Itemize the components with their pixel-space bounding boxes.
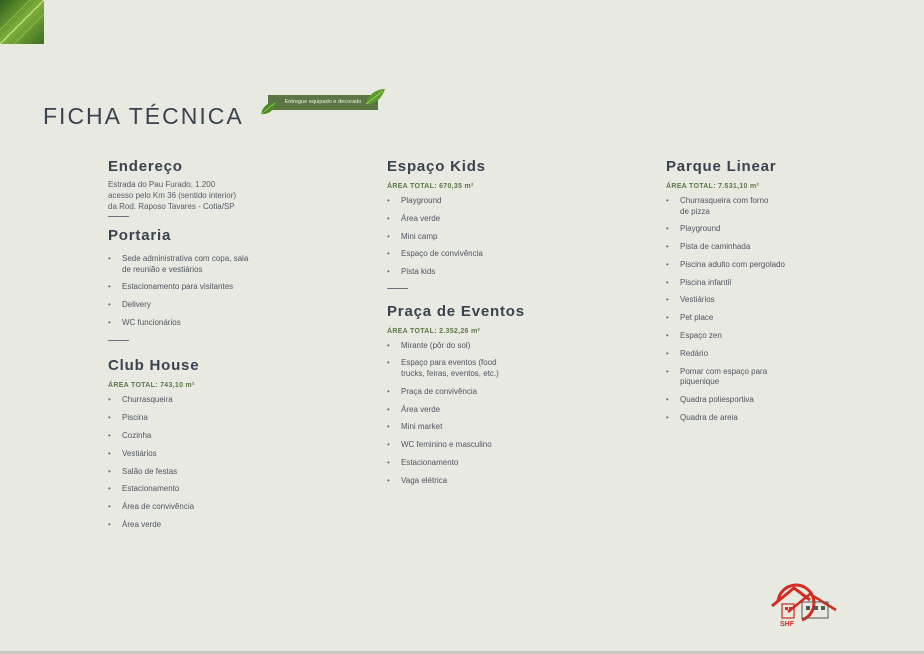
address-line: acesso pelo Km 36 (sentido interior): [108, 191, 237, 200]
list-item: • Área verde: [387, 405, 551, 416]
parque-linear-list: [666, 196, 886, 423]
portaria-list: [108, 254, 328, 328]
area-total: ÁREA TOTAL: 670,35 m²: [387, 183, 474, 190]
list-item: • Praça de convivência: [387, 387, 551, 398]
list-item: • Quadra poliesportiva: [666, 395, 830, 406]
list-item: • Vaga elétrica: [387, 476, 551, 487]
list-item: • Salão de festas: [108, 467, 272, 478]
list-item: • Espaço de convivência: [387, 249, 551, 260]
list-item: • Redário: [666, 349, 830, 360]
list-item: • Delivery: [108, 300, 272, 311]
address-line: Estrada do Pau Furado, 1.200: [108, 180, 216, 189]
leaf-icon: [260, 100, 278, 116]
section-title-endereco: Endereço: [108, 158, 183, 175]
list-item: • Pomar com espaço para piquenique: [666, 367, 775, 388]
list-item: • Espaço para eventos (food trucks, feiras, eventos, etc.): [387, 358, 521, 379]
section-title-portaria: Portaria: [108, 227, 172, 244]
area-total: ÁREA TOTAL: 2.352,26 m²: [387, 327, 481, 335]
list-item: • Pet place: [666, 313, 830, 324]
list-item: • Estacionamento para visitantes: [108, 282, 272, 293]
divider: [108, 340, 129, 341]
leaf-corner-icon: [0, 0, 44, 44]
club-house-list: [108, 395, 328, 530]
list-item: • Pista de caminhada: [666, 242, 830, 253]
list-item: • Playground: [666, 224, 830, 235]
page-title: FICHA TÉCNICA: [43, 103, 244, 130]
list-item: • Sede administrativa com copa, sala de reunião e vestiários: [108, 254, 257, 275]
list-item: • Mini market: [387, 422, 551, 433]
divider: [387, 288, 408, 289]
section-title-espaco-kids: Espaço Kids: [387, 158, 486, 175]
list-item: • WC funcionários: [108, 318, 272, 329]
list-item: • Mirante (pôr do sol): [387, 341, 551, 352]
list-item: • Pista kids: [387, 267, 551, 278]
column-2: [387, 158, 607, 494]
address-line: da Rod. Raposo Tavares - Cotia/SP: [108, 202, 235, 211]
divider: [108, 216, 129, 217]
list-item: • Estacionamento: [108, 484, 272, 495]
logo-text: SHF: [780, 621, 794, 628]
list-item: • Estacionamento: [387, 458, 551, 469]
list-item: • Churrasqueira: [108, 395, 272, 406]
badge-label: Entregue equipado e decorado: [268, 95, 378, 110]
address-text: [108, 179, 268, 212]
section-title-praca-eventos: Praça de Eventos: [387, 302, 525, 320]
area-total: ÁREA TOTAL: 743,10 m²: [108, 382, 195, 390]
column-3: [666, 158, 886, 431]
list-item: • WC feminino e masculino: [387, 440, 551, 451]
list-item: • Área verde: [108, 520, 272, 531]
furnished-badge: [260, 88, 386, 118]
list-item: • Piscina adulto com pergolado: [666, 260, 830, 271]
list-item: • Piscina infantil: [666, 278, 830, 289]
list-item: • Vestiários: [666, 295, 830, 306]
section-title-parque-linear: Parque Linear: [666, 158, 777, 175]
list-item: • Piscina: [108, 413, 272, 424]
list-item: • Playground: [387, 196, 551, 207]
section-title-club-house: Club House: [108, 357, 200, 375]
list-item: • Área verde: [387, 214, 551, 225]
list-item: • Área de convivência: [108, 502, 272, 513]
espaco-kids-list: [387, 196, 607, 278]
list-item: • Espaço zen: [666, 331, 830, 342]
praca-eventos-list: [387, 341, 607, 487]
list-item: • Vestiários: [108, 449, 272, 460]
list-item: • Cozinha: [108, 431, 272, 442]
house-roof-logo-icon: [758, 562, 838, 634]
list-item: • Quadra de areia: [666, 413, 830, 424]
leaf-icon: [364, 88, 386, 106]
list-item: • Churrasqueira com forno de pizza: [666, 196, 775, 217]
column-1: [108, 158, 328, 538]
area-total: ÁREA TOTAL: 7.531,10 m²: [666, 183, 760, 190]
list-item: • Mini camp: [387, 232, 551, 243]
